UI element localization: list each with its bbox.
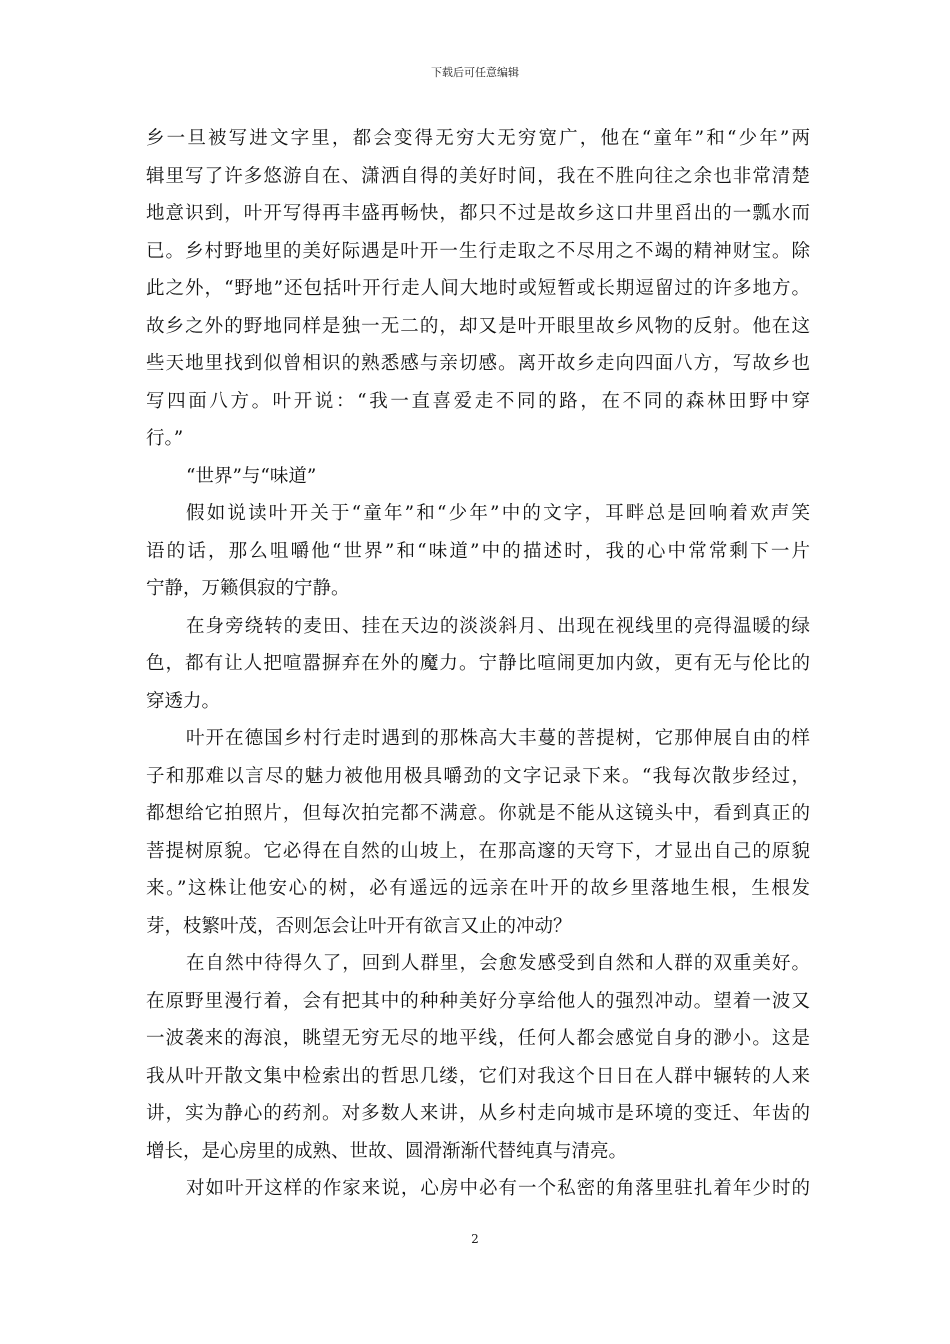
text-line: 故乡之外的野地同样是独一无二的，却又是叶开眼里故乡风物的反射。他在这	[146, 315, 810, 337]
text-line: 对如叶开这样的作家来说，心房中必有一个私密的角落里驻扎着年少时的	[186, 1178, 810, 1199]
text-line: 菩提树原貌。它必得在自然的山坡上，在那高邃的天穹下，才显出自己的原貌	[146, 840, 810, 862]
text-line: 已。乡村野地里的美好际遇是叶开一生行走取之不尽用之不竭的精神财宝。除	[146, 240, 810, 262]
text-line: 都想给它拍照片，但每次拍完都不满意。你就是不能从这镜头中，看到真正的	[146, 803, 810, 824]
text-line: 一波袭来的海浪，眺望无穷无尽的地平线，任何人都会感觉自身的渺小。这是	[146, 1028, 810, 1049]
text-line: 芽，枝繁叶茂，否则怎会让叶开有欲言又止的冲动？	[146, 915, 572, 937]
text-line: 增长，是心房里的成熟、世故、圆滑渐渐代替纯真与清亮。	[146, 1140, 628, 1162]
text-line: 写四面八方。叶开说：“我一直喜爱走不同的路，在不同的森林田野中穿	[146, 390, 810, 412]
text-line: 在身旁绕转的麦田、挂在天边的淡淡斜月、出现在视线里的亮得温暖的绿	[186, 615, 810, 637]
text-line: 辑里写了许多悠游自在、潇洒自得的美好时间，我在不胜向往之余也非常清楚	[146, 165, 810, 187]
text-line: 行。”	[146, 428, 184, 449]
text-line: 色，都有让人把喧嚣摒弃在外的魔力。宁静比喧闹更加内敛，更有无与伦比的	[146, 653, 810, 674]
text-line: 乡一旦被写进文字里，都会变得无穷大无穷宽广，他在“童年”和“少年”两	[146, 128, 810, 149]
text-line: “世界”与“味道”	[186, 465, 317, 487]
page-number: 2	[471, 1232, 479, 1246]
page-header: 下载后可任意编辑	[431, 66, 519, 79]
text-line: 穿透力。	[146, 690, 221, 712]
text-line: 我从叶开散文集中检索出的哲思几缕，它们对我这个日日在人群中辗转的人来	[146, 1065, 810, 1087]
text-line: 在原野里漫行着，会有把其中的种种美好分享给他人的强烈冲动。望着一波又	[146, 990, 810, 1012]
text-line: 讲，实为静心的药剂。对多数人来讲，从乡村走向城市是环境的变迁、年齿的	[146, 1103, 810, 1124]
text-line: 在自然中待得久了，回到人群里，会愈发感受到自然和人群的双重美好。	[186, 953, 810, 974]
text-line: 子和那难以言尽的魅力被他用极具嚼劲的文字记录下来。“我每次散步经过，	[146, 765, 810, 787]
text-line: 此之外，“野地”还包括叶开行走人间大地时或短暂或长期逗留过的许多地方。	[146, 278, 810, 299]
text-line: 些天地里找到似曾相识的熟悉感与亲切感。离开故乡走向四面八方，写故乡也	[146, 353, 810, 374]
text-line: 语的话，那么咀嚼他“世界”和“味道”中的描述时，我的心中常常剩下一片	[146, 540, 810, 562]
text-line: 地意识到，叶开写得再丰盛再畅快，都只不过是故乡这口井里舀出的一瓢水而	[146, 203, 810, 224]
text-line: 来。”这株让他安心的树，必有遥远的远亲在叶开的故乡里落地生根，生根发	[146, 878, 810, 899]
body-text	[146, 120, 810, 1208]
text-line: 叶开在德国乡村行走时遇到的那株高大丰蔓的菩提树，它那伸展自由的样	[186, 728, 810, 749]
text-line: 假如说读叶开关于“童年”和“少年”中的文字，耳畔总是回响着欢声笑	[186, 503, 810, 524]
text-line: 宁静，万籁俱寂的宁静。	[146, 578, 350, 599]
